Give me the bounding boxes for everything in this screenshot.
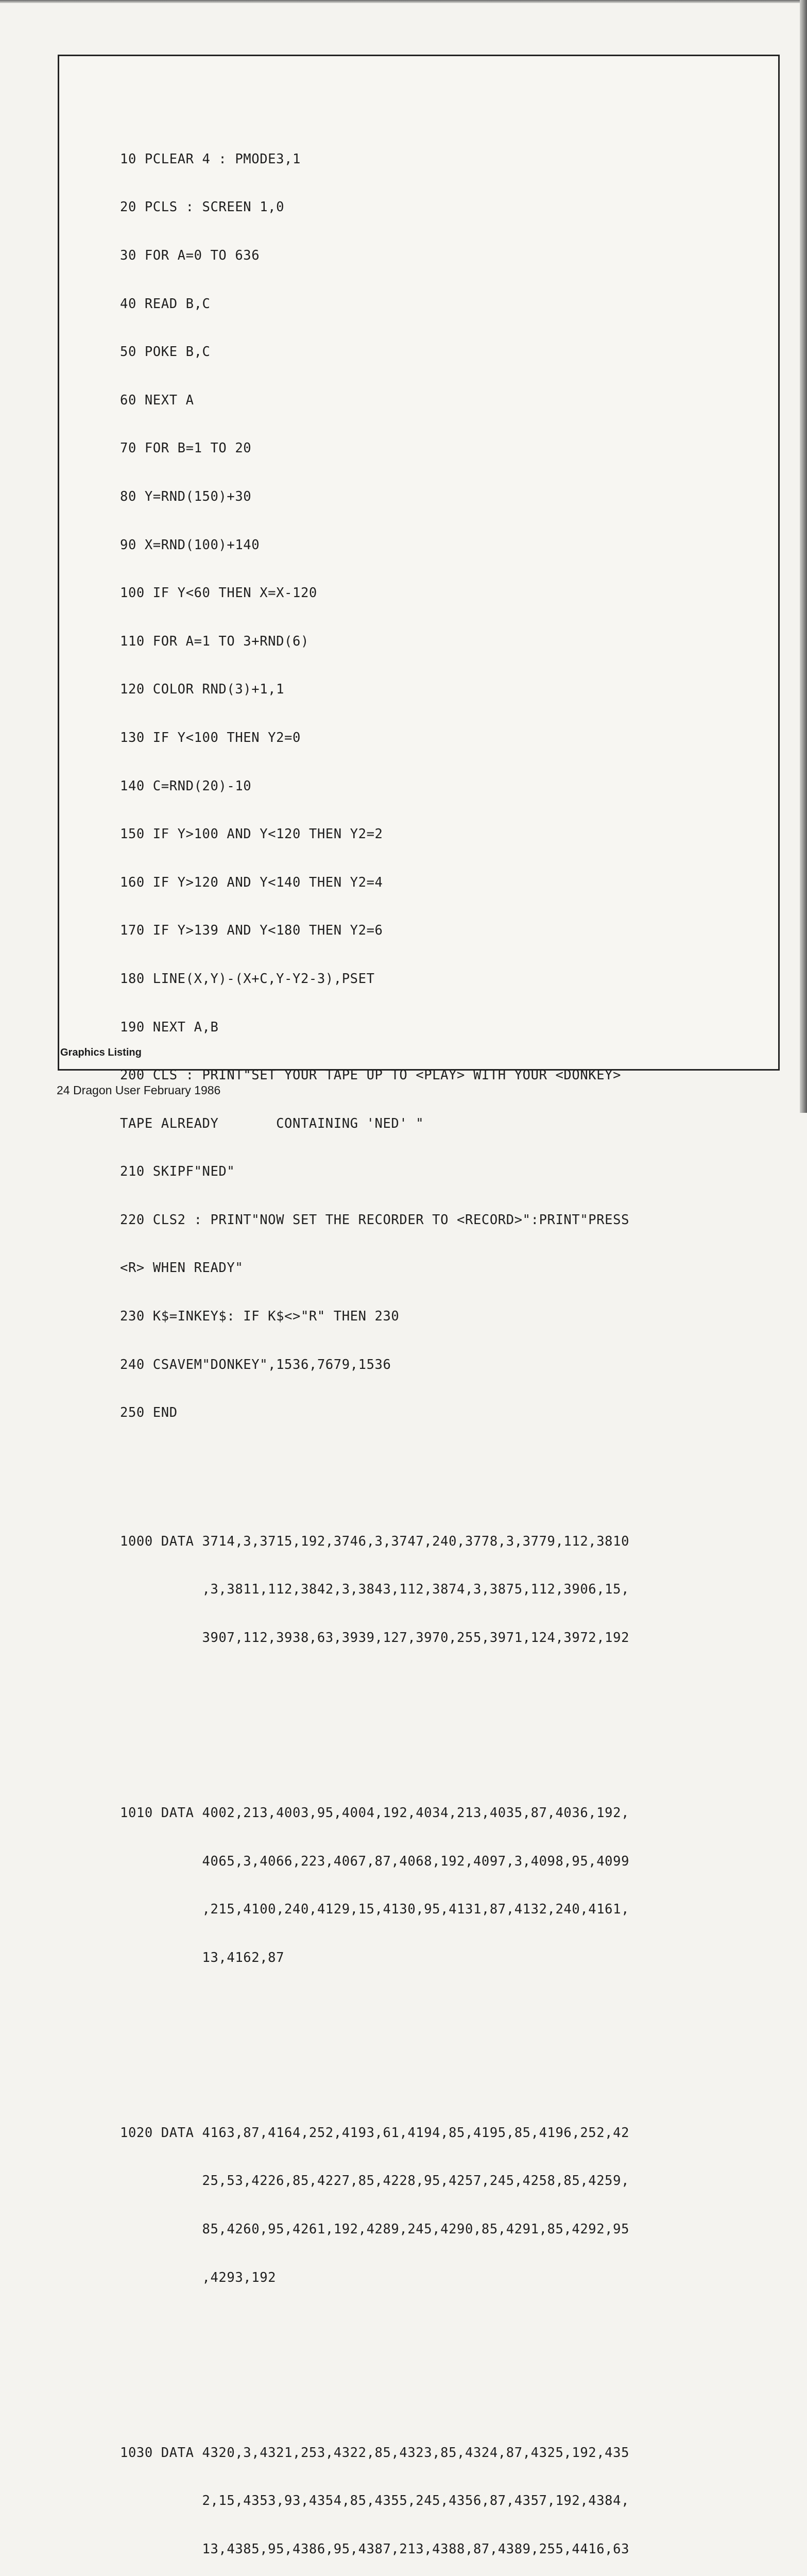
code-line: 220 CLS2 : PRINT"NOW SET THE RECORDER TO <RECORD>":PRINT"PRESS (120, 1212, 630, 1228)
data-line: 1010 DATA 4002,213,4003,95,4004,192,4034,213,4035,87,4036,192, (120, 1805, 630, 1821)
code-line: 210 SKIPF"NED" (120, 1164, 235, 1180)
data-line: 25,53,4226,85,4227,85,4228,95,4257,245,4258,85,4259, (120, 2173, 630, 2189)
code-line: 100 IF Y<60 THEN X=X-120 (120, 585, 317, 601)
program-listing (120, 87, 769, 2576)
data-line: ,3,3811,112,3842,3,3843,112,3874,3,3875,112,3906,15, (120, 1582, 630, 1598)
data-line: ,215,4100,240,4129,15,4130,95,4131,87,4132,240,4161, (120, 1902, 630, 1918)
code-line: 130 IF Y<100 THEN Y2=0 (120, 730, 301, 745)
code-line: 60 NEXT A (120, 392, 194, 408)
block-spacer (120, 2350, 769, 2365)
code-line: 160 IF Y>120 AND Y<140 THEN Y2=4 (120, 874, 383, 890)
block-spacer (120, 2030, 769, 2045)
data-block-1000 (120, 1501, 769, 1678)
data-line: 1000 DATA 3714,3,3715,192,3746,3,3747,240,3778,3,3779,112,3810 (120, 1533, 630, 1549)
code-line: 150 IF Y>100 AND Y<120 THEN Y2=2 (120, 826, 383, 842)
code-line: 250 END (120, 1405, 178, 1421)
program-lines (120, 119, 769, 1453)
data-line: 13,4162,87 (120, 1950, 285, 1965)
page-right-shadow (800, 0, 807, 1113)
code-line: TAPE ALREADY CONTAINING 'NED' " (120, 1115, 424, 1131)
data-block-1030 (120, 2413, 769, 2576)
data-line: 4065,3,4066,223,4067,87,4068,192,4097,3,4098,95,4099 (120, 1853, 630, 1869)
page-footer: 24 Dragon User February 1986 (57, 1083, 221, 1097)
code-line: 20 PCLS : SCREEN 1,0 (120, 199, 285, 215)
frame-caption: Graphics Listing (60, 1047, 142, 1058)
code-line: 180 LINE(X,Y)-(X+C,Y-Y2-3),PSET (120, 971, 375, 987)
code-line: 90 X=RND(100)+140 (120, 537, 260, 553)
data-line: 85,4260,95,4261,192,4289,245,4290,85,4291,85,4292,95 (120, 2222, 630, 2238)
code-line: 80 Y=RND(150)+30 (120, 488, 252, 504)
code-line: 50 POKE B,C (120, 344, 211, 360)
code-line: 190 NEXT A,B (120, 1019, 219, 1035)
data-line: 1030 DATA 4320,3,4321,253,4322,85,4323,85,4324,87,4325,192,435 (120, 2445, 630, 2461)
code-line: 110 FOR A=1 TO 3+RND(6) (120, 633, 309, 649)
data-line: 3907,112,3938,63,3939,127,3970,255,3971,124,3972,192 (120, 1630, 630, 1646)
data-line: 2,15,4353,93,4354,85,4355,245,4356,87,4357,192,4384, (120, 2493, 630, 2509)
data-line: 1020 DATA 4163,87,4164,252,4193,61,4194,85,4195,85,4196,252,42 (120, 2125, 630, 2141)
data-line: 13,4385,95,4386,95,4387,213,4388,87,4389,255,4416,63 (120, 2541, 630, 2557)
code-line: <R> WHEN READY" (120, 1260, 244, 1276)
code-line: 170 IF Y>139 AND Y<180 THEN Y2=6 (120, 923, 383, 939)
code-line: 10 PCLEAR 4 : PMODE3,1 (120, 151, 301, 167)
page-top-shadow (0, 0, 807, 3)
code-line: 140 C=RND(20)-10 (120, 778, 252, 794)
code-line: 120 COLOR RND(3)+1,1 (120, 682, 285, 698)
data-line: ,4293,192 (120, 2269, 277, 2285)
code-line: 200 CLS : PRINT"SET YOUR TAPE UP TO <PLAY> WITH YOUR <DONKEY> (120, 1067, 622, 1083)
block-spacer (120, 1710, 769, 1725)
code-line: 230 K$=INKEY$: IF K$<>"R" THEN 230 (120, 1309, 400, 1325)
code-line: 40 READ B,C (120, 296, 211, 312)
data-block-1010 (120, 1773, 769, 1998)
code-line: 30 FOR A=0 TO 636 (120, 248, 260, 263)
data-block-1020 (120, 2093, 769, 2318)
code-line: 70 FOR B=1 TO 20 (120, 440, 252, 456)
code-line: 240 CSAVEM"DONKEY",1536,7679,1536 (120, 1357, 391, 1372)
